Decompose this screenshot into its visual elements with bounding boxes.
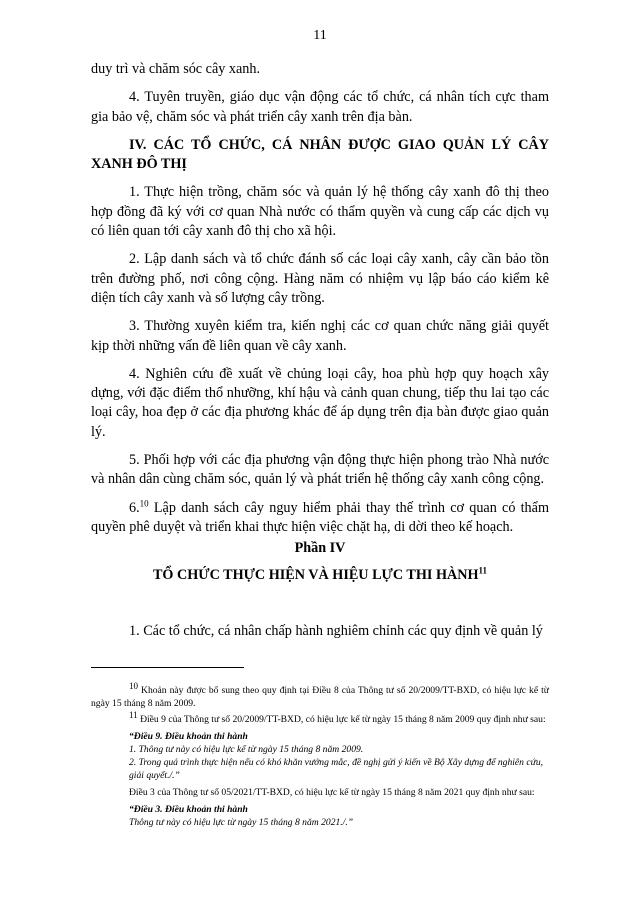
footnote-text: Điều 9 của Thông tư số 20/2009/TT-BXD, có hiệu lực kể từ ngày 15 tháng 8 năm 2009 quy định như sau: [137,714,546,726]
main-text [91,60,549,546]
part-title-text: TỔ CHỨC THỰC HIỆN VÀ HIỆU LỰC THI HÀNH [152,567,479,583]
item-number: 6. [129,499,140,516]
item-text: Lập danh sách cây nguy hiểm phải thay thế trình cơ quan có thẩm quyền phê duyệt và triển khai thực hiện việc chặt hạ, di dời theo kế hoạch. [91,499,549,535]
section-item: 2. Lập danh sách và tổ chức đánh số các loại cây xanh, cây cần bảo tồn trên đường phố, nơi công cộng. Hàng năm có nhiệm vụ lập báo cáo kiểm kê diện tích cây xanh và số lượng cây trồng. [91,251,549,306]
quote-title: “Điều 3. Điều khoản thi hành [129,803,248,815]
section-heading: IV. CÁC TỔ CHỨC, CÁ NHÂN ĐƯỢC GIAO QUẢN LÝ CÂY XANH ĐÔ THỊ [91,136,549,173]
section-item: 1. Thực hiện trồng, chăm sóc và quản lý hệ thống cây xanh đô thị theo hợp đồng đã ký với cơ quan Nhà nước có thẩm quyền và cung cấp các dịch vụ có liên quan tới cây xanh đô thị cho xã hội. [91,184,549,240]
footnote-continuation: Điều 3 của Thông tư số 05/2021/TT-BXD, có hiệu lực kể từ ngày 15 tháng 8 năm 2021 quy định như sau: [129,787,535,799]
footnote-ref-11[interactable]: 11 [478,565,488,576]
quote-title: “Điều 9. Điều khoản thi hành [129,730,248,742]
quote-line: 2. Trong quá trình thực hiện nếu có khó khăn vướng mắc, đề nghị gửi ý kiến về Bộ Xây dựng để nghiên cứu, giải quyết./.” [129,757,544,782]
section-item: 4. Nghiên cứu đề xuất về chủng loại cây, hoa phù hợp quy hoạch xây dựng, với đặc điểm thổ nhưỡng, khí hậu và cảnh quan chung, tiếp thu lai tạo các loại cây, hoa đẹp ở các địa phương khác để áp dụng trên địa bàn được giao quản lý. [91,365,549,440]
quote-line: Thông tư này có hiệu lực từ ngày 15 tháng 8 năm 2021./.” [129,816,354,828]
footnote-text: Khoản này được bổ sung theo quy định tại Điều 8 của Thông tư số 20/2009/TT-BXD, có hiệu lực kể từ ngày 15 tháng 8 năm 2009. [91,685,549,710]
part-title [91,567,549,584]
part-body-paragraph: 1. Các tổ chức, cá nhân chấp hành nghiêm chỉnh các quy định về quản lý [129,623,543,639]
footnote-marker: 11 [129,710,138,721]
section-item: 5. Phối hợp với các địa phương vận động thực hiện phong trào Nhà nước và nhân dân cùng chăm sóc, quản lý và phát triển hệ thống cây xanh công cộng. [91,452,549,488]
footnotes [91,680,549,829]
footnote-ref-10[interactable]: 10 [139,497,149,508]
section-item: 3. Thường xuyên kiểm tra, kiến nghị các cơ quan chức năng giải quyết kịp thời những vấn đề liên quan về cây xanh. [91,318,549,354]
footnote-marker: 10 [129,680,138,691]
quote-line: 1. Thông tư này có hiệu lực kể từ ngày 15 tháng 8 năm 2009. [129,743,364,755]
footnote-divider [91,667,244,668]
footnote-10 [91,680,549,710]
section-item-6 [91,499,549,538]
paragraph: 4. Tuyên truyền, giáo dục vận động các tổ chức, cá nhân tích cực tham gia bảo vệ, chăm sóc và phát triển cây xanh trên địa bàn. [91,89,549,125]
footnote-11 [91,710,549,726]
part-label: Phần IV [294,540,346,556]
paragraph: duy trì và chăm sóc cây xanh. [91,61,261,77]
page-number: 11 [313,28,327,43]
